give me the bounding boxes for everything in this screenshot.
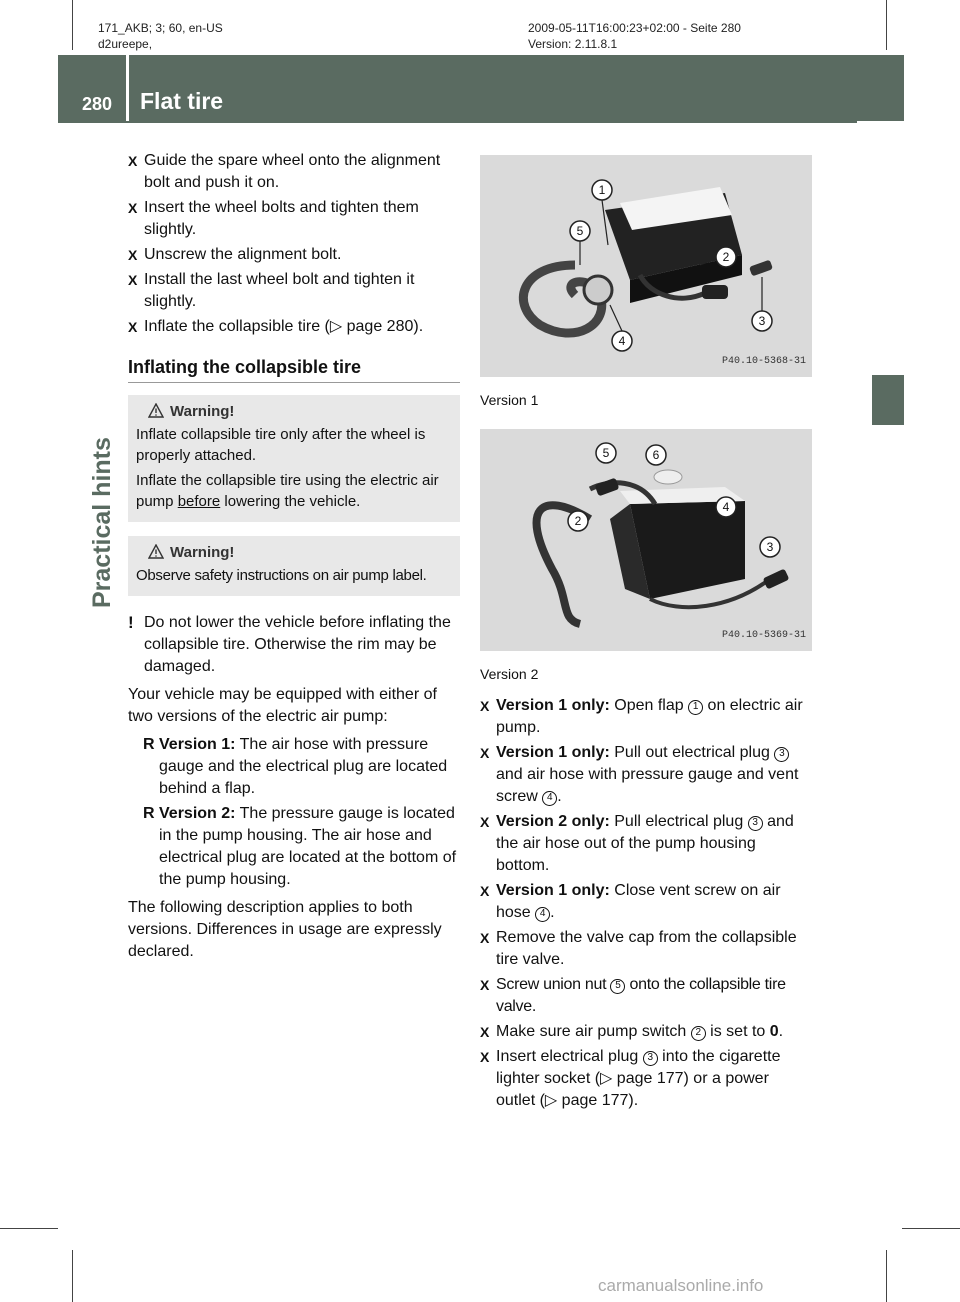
- paragraph: Your vehicle may be equipped with either of two versions of the electric air pump:: [128, 686, 437, 725]
- paragraph: The following description applies to both versions. Differences in usage are expressly declared.: [128, 899, 442, 960]
- step-marker-icon: X: [480, 883, 490, 899]
- figure-version2: [480, 429, 812, 651]
- step-marker-icon: X: [480, 977, 490, 993]
- warning-text: Inflate collapsible tire only after the wheel is properly attached.: [136, 426, 426, 464]
- figure-label: 3: [766, 540, 774, 554]
- step-text: onto the collapsible tire valve.: [496, 976, 786, 1015]
- callout-3-icon: 3: [643, 1051, 658, 1066]
- warning-title: Warning!: [170, 403, 235, 420]
- callout-4-icon: 4: [535, 907, 550, 922]
- step-marker-icon: X: [128, 153, 138, 169]
- step-bold: Version 1 only:: [496, 697, 610, 714]
- step-marker-icon: X: [480, 1049, 490, 1065]
- step-text: Install the last wheel bolt and tighten it slightly.: [144, 271, 415, 310]
- figure-label: 4: [618, 334, 626, 348]
- step-marker-icon: X: [128, 247, 138, 263]
- callout-2-icon: 2: [691, 1026, 706, 1041]
- side-title: Practical hints: [88, 437, 116, 608]
- meta-left-line1: 171_AKB; 3; 60, en-US: [98, 21, 223, 35]
- warning-triangle-icon: [148, 544, 164, 559]
- warning-header: [136, 401, 452, 422]
- page-number: 280: [82, 94, 113, 114]
- header-underline: [58, 121, 904, 123]
- step-bold: 0: [769, 1023, 779, 1040]
- step-text: Screw union nut: [496, 976, 611, 993]
- note-text: Do not lower the vehicle before inflating the collapsible tire. Otherwise the rim may be damaged.: [144, 614, 451, 675]
- footer-watermark[interactable]: carmanualsonline.info: [598, 1276, 764, 1295]
- callout-4-icon: 4: [542, 791, 557, 806]
- crop-mark: [886, 1250, 887, 1302]
- callout-3-icon: 3: [774, 747, 789, 762]
- crop-mark: [886, 0, 887, 50]
- figure-label: 1: [598, 183, 606, 197]
- step-item: [480, 1021, 812, 1043]
- warning-header: [136, 542, 452, 563]
- section-heading: Inflating the collapsible tire: [128, 356, 460, 383]
- step-item: [480, 811, 812, 877]
- bullet-label: Version 1:: [159, 736, 236, 753]
- warning-text-part: Inflate the collapsible tire using the electric air pump: [136, 472, 439, 510]
- crop-mark: [72, 0, 73, 50]
- caution-note: [128, 612, 460, 678]
- meta-right-line1: 2009-05-11T16:00:23+02:00 - Seite 280: [528, 21, 741, 35]
- step-item[interactable]: [480, 1046, 812, 1112]
- bullet-marker-icon: R: [143, 736, 155, 753]
- step-text: Make sure air pump switch: [496, 1023, 691, 1040]
- step-marker-icon: X: [480, 1024, 490, 1040]
- figure-label: 2: [722, 250, 730, 264]
- step-text: Insert electrical plug: [496, 1048, 643, 1065]
- meta-left-line2: d2ureepe,: [98, 37, 153, 51]
- step-text: Remove the valve cap from the collapsible tire valve.: [496, 929, 797, 968]
- step-text: into the cigarette lighter socket (▷ page 177) or a power outlet (▷ page 177).: [496, 1048, 781, 1109]
- bullet-item: [143, 734, 460, 800]
- step-item: [128, 269, 460, 313]
- figure-label: 3: [758, 314, 766, 328]
- step-item: [128, 244, 460, 266]
- step-marker-icon: X: [128, 200, 138, 216]
- header-separator: [126, 55, 129, 121]
- bullet-marker-icon: R: [143, 805, 155, 822]
- step-marker-icon: X: [480, 814, 490, 830]
- air-pump-version2-illustration: [480, 429, 812, 651]
- step-marker-icon: X: [128, 319, 138, 335]
- warning-title: Warning!: [170, 544, 235, 561]
- step-item: [480, 974, 812, 1018]
- figure-label: 2: [574, 514, 582, 528]
- warning-text: [136, 470, 452, 512]
- figure-label: 5: [576, 224, 584, 238]
- figure-caption: Version 2: [480, 666, 539, 682]
- step-bold: Version 1 only:: [496, 882, 610, 899]
- step-text: Close vent screw on air hose: [496, 882, 781, 921]
- step-text: and air hose with pressure gauge and vent screw: [496, 766, 799, 805]
- step-marker-icon: X: [480, 698, 490, 714]
- callout-3-icon: 3: [748, 816, 763, 831]
- step-item: [128, 150, 460, 194]
- bullet-label: Version 2:: [159, 805, 236, 822]
- meta-right: [528, 20, 741, 52]
- callout-1-icon: 1: [688, 700, 703, 715]
- step-text: .: [557, 788, 562, 805]
- crop-mark: [72, 1250, 73, 1302]
- step-text: Pull electrical plug: [609, 813, 748, 830]
- step-marker-icon: X: [480, 745, 490, 761]
- warning-text-part: lowering the vehicle.: [220, 493, 361, 510]
- bullet-text: The pressure gauge is located in the pump housing. The air hose and electrical plug are located at the bottom of the pump housing.: [159, 805, 457, 888]
- left-column: [128, 150, 460, 963]
- figure-version1: [480, 155, 812, 377]
- step-item: [480, 880, 812, 924]
- step-marker-icon: X: [480, 930, 490, 946]
- crop-mark: [0, 1228, 58, 1229]
- crop-mark: [902, 1228, 960, 1229]
- step-text: .: [778, 1023, 784, 1040]
- right-column: [480, 155, 812, 1115]
- step-text: Insert the wheel bolts and tighten them slightly.: [144, 199, 419, 238]
- warning-box: [128, 395, 460, 522]
- step-item: [480, 742, 812, 808]
- step-item[interactable]: [128, 316, 460, 338]
- step-text: and the air hose out of the pump housing bottom.: [496, 813, 794, 874]
- step-bold: Version 1 only:: [496, 744, 610, 761]
- page-title: Flat tire: [140, 88, 224, 114]
- side-tab: [872, 375, 904, 425]
- warning-box: [128, 536, 460, 596]
- step-marker-icon: X: [128, 272, 138, 288]
- meta-left: [98, 20, 223, 52]
- bullet-text: The air hose with pressure gauge and the electrical plug are located behind a flap.: [159, 736, 448, 797]
- step-item: [480, 927, 812, 971]
- step-item: [128, 197, 460, 241]
- step-text: Unscrew the alignment bolt.: [144, 246, 342, 263]
- step-text: Inflate the collapsible tire (▷ page 280).: [144, 318, 424, 335]
- figure-code: P40.10-5369-31: [721, 630, 806, 641]
- figure-label: 5: [602, 446, 610, 460]
- warning-triangle-icon: [148, 403, 164, 418]
- warning-text: Observe safety instructions on air pump label.: [136, 567, 427, 584]
- step-text: .: [550, 904, 555, 921]
- step-text: on electric air pump.: [496, 697, 803, 736]
- step-text: Pull out electrical plug: [609, 744, 775, 761]
- header-corner: [857, 121, 904, 161]
- figure-label: 6: [652, 448, 660, 462]
- figure-label: 4: [722, 500, 730, 514]
- meta-right-line2: Version: 2.11.8.1: [528, 37, 618, 51]
- warning-underline-text: before: [177, 493, 221, 510]
- step-text: Guide the spare wheel onto the alignment bolt and push it on.: [144, 152, 441, 191]
- figure-caption: Version 1: [480, 392, 539, 408]
- step-text: is set to: [705, 1023, 770, 1040]
- figure-code: P40.10-5368-31: [721, 356, 806, 367]
- air-pump-version1-illustration: [480, 155, 812, 377]
- step-text: Open flap: [609, 697, 689, 714]
- step-item: [480, 695, 812, 739]
- exclamation-icon: !: [128, 613, 134, 632]
- callout-5-icon: 5: [610, 979, 625, 994]
- bullet-item: [143, 803, 460, 891]
- step-bold: Version 2 only:: [496, 813, 610, 830]
